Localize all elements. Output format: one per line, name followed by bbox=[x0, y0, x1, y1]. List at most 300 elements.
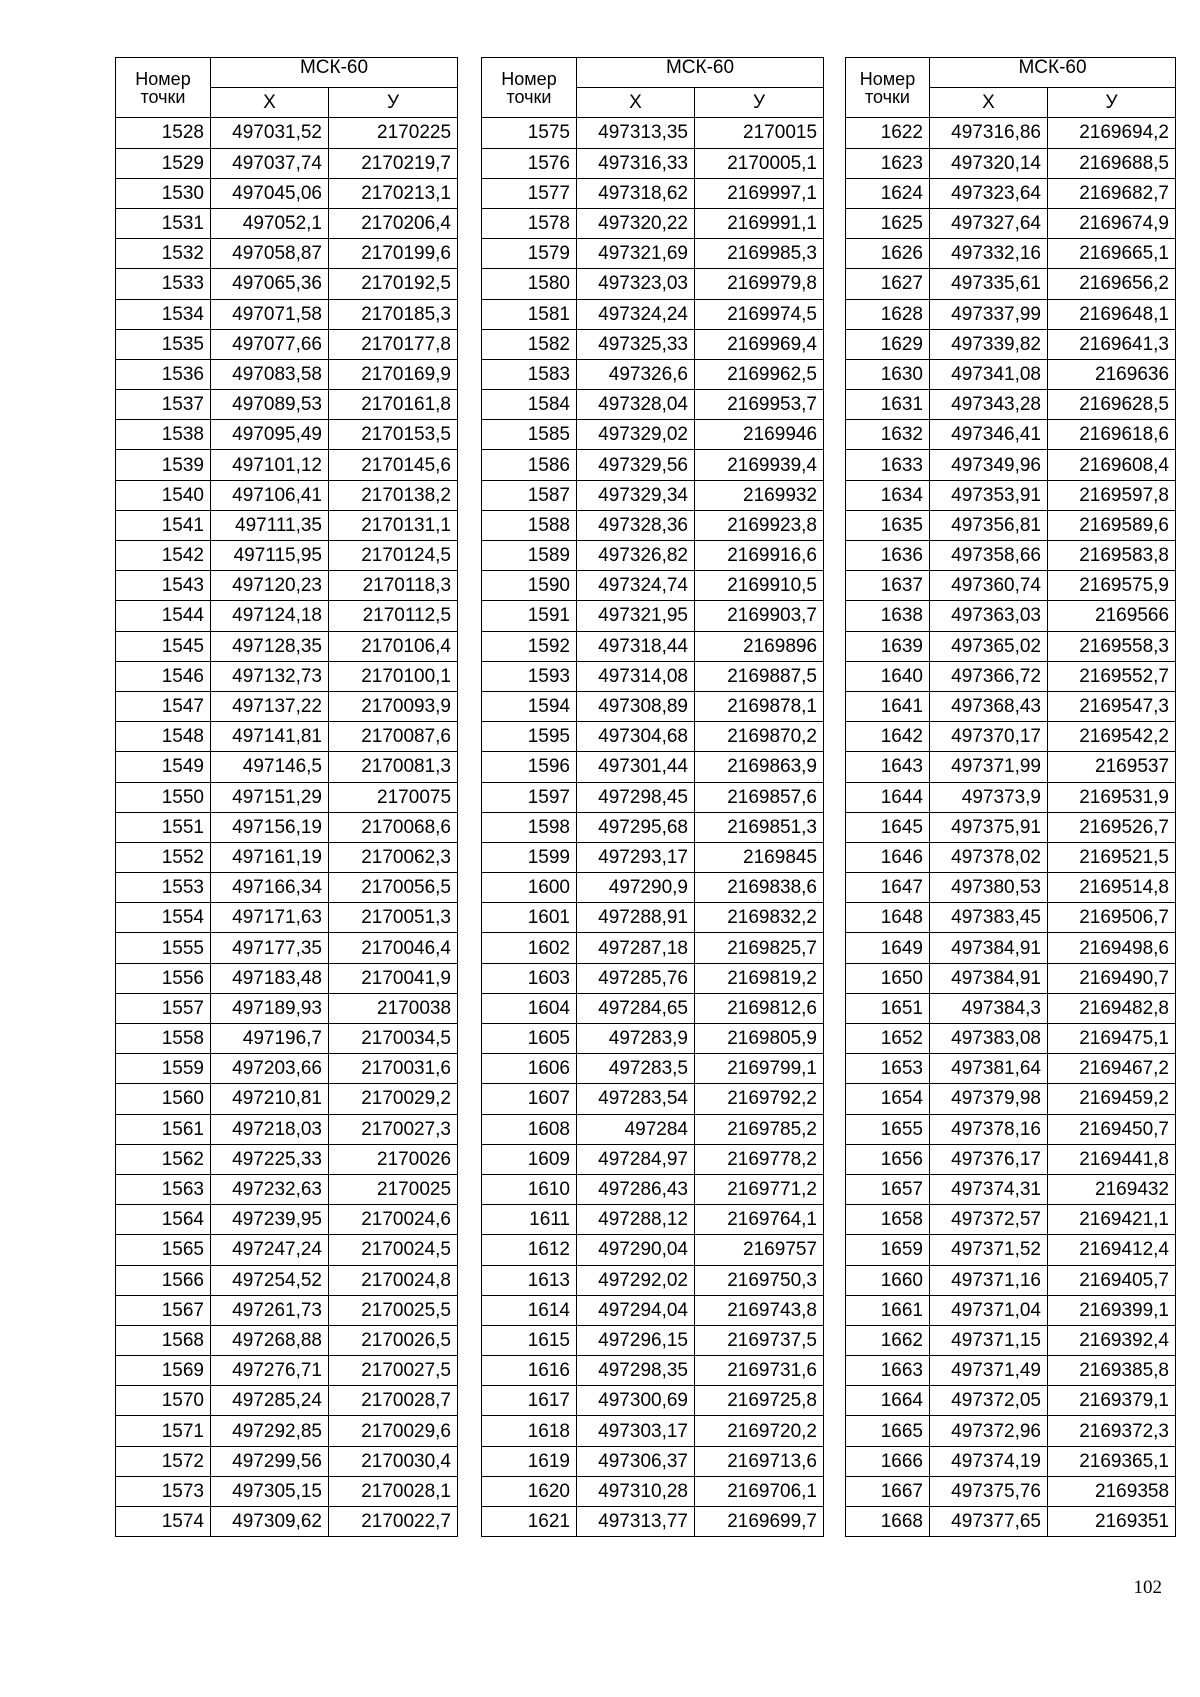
table-row bbox=[116, 541, 458, 571]
table-row bbox=[482, 601, 824, 631]
x-coordinate-cell: 497318,62 bbox=[577, 178, 695, 208]
table-row bbox=[482, 631, 824, 661]
table-row bbox=[482, 1295, 824, 1325]
point-number-cell: 1543 bbox=[116, 571, 211, 601]
table-row bbox=[846, 933, 1176, 963]
point-number-cell: 1575 bbox=[482, 118, 577, 148]
point-number-cell: 1581 bbox=[482, 299, 577, 329]
x-coordinate-cell: 497300,69 bbox=[577, 1386, 695, 1416]
point-number-cell: 1624 bbox=[846, 178, 930, 208]
y-coordinate-cell: 2169764,1 bbox=[695, 1205, 824, 1235]
point-number-cell: 1649 bbox=[846, 933, 930, 963]
y-coordinate-cell: 2169979,8 bbox=[695, 269, 824, 299]
point-number-cell: 1561 bbox=[116, 1114, 211, 1144]
x-coordinate-cell: 497372,05 bbox=[930, 1386, 1048, 1416]
point-number-cell: 1577 bbox=[482, 178, 577, 208]
point-number-cell: 1539 bbox=[116, 450, 211, 480]
x-coordinate-cell: 497298,45 bbox=[577, 782, 695, 812]
y-coordinate-cell: 2170028,7 bbox=[329, 1386, 458, 1416]
y-coordinate-cell: 2170038 bbox=[329, 993, 458, 1023]
table-row bbox=[846, 1507, 1176, 1537]
y-coordinate-cell: 2169608,4 bbox=[1048, 450, 1176, 480]
table-row bbox=[846, 178, 1176, 208]
point-number-cell: 1570 bbox=[116, 1386, 211, 1416]
y-coordinate-cell: 2170138,2 bbox=[329, 480, 458, 510]
table-row bbox=[116, 782, 458, 812]
x-coordinate-cell: 497371,15 bbox=[930, 1325, 1048, 1355]
x-coordinate-cell: 497128,35 bbox=[211, 631, 329, 661]
x-coordinate-cell: 497349,96 bbox=[930, 450, 1048, 480]
table-row bbox=[482, 903, 824, 933]
y-coordinate-cell: 2170206,4 bbox=[329, 208, 458, 238]
y-coordinate-cell: 2169743,8 bbox=[695, 1295, 824, 1325]
table-row bbox=[482, 782, 824, 812]
x-coordinate-cell: 497325,33 bbox=[577, 329, 695, 359]
table-row bbox=[482, 1265, 824, 1295]
table-row bbox=[116, 571, 458, 601]
y-coordinate-cell: 2169997,1 bbox=[695, 178, 824, 208]
y-coordinate-cell: 2169953,7 bbox=[695, 390, 824, 420]
table-row bbox=[482, 510, 824, 540]
x-coordinate-cell: 497363,03 bbox=[930, 601, 1048, 631]
point-number-cell: 1568 bbox=[116, 1325, 211, 1355]
y-coordinate-cell: 2170025 bbox=[329, 1174, 458, 1204]
y-coordinate-cell: 2169385,8 bbox=[1048, 1356, 1176, 1386]
x-coordinate-cell: 497031,52 bbox=[211, 118, 329, 148]
y-coordinate-cell: 2169665,1 bbox=[1048, 239, 1176, 269]
table-row bbox=[846, 1235, 1176, 1265]
y-coordinate-cell: 2169985,3 bbox=[695, 239, 824, 269]
y-coordinate-cell: 2169521,5 bbox=[1048, 842, 1176, 872]
point-number-cell: 1602 bbox=[482, 933, 577, 963]
y-coordinate-cell: 2169819,2 bbox=[695, 963, 824, 993]
x-coordinate-cell: 497321,95 bbox=[577, 601, 695, 631]
x-coordinate-cell: 497383,45 bbox=[930, 903, 1048, 933]
point-number-cell: 1545 bbox=[116, 631, 211, 661]
y-coordinate-cell: 2169482,8 bbox=[1048, 993, 1176, 1023]
point-number-cell: 1551 bbox=[116, 812, 211, 842]
table-row bbox=[116, 269, 458, 299]
table-row bbox=[482, 541, 824, 571]
table-row bbox=[846, 1295, 1176, 1325]
table-row bbox=[482, 1054, 824, 1084]
x-coordinate-cell: 497316,33 bbox=[577, 148, 695, 178]
x-coordinate-cell: 497295,68 bbox=[577, 812, 695, 842]
x-coordinate-cell: 497332,16 bbox=[930, 239, 1048, 269]
x-coordinate-cell: 497320,14 bbox=[930, 148, 1048, 178]
table-row bbox=[846, 1114, 1176, 1144]
table-row bbox=[846, 359, 1176, 389]
y-coordinate-cell: 2170034,5 bbox=[329, 1024, 458, 1054]
table-row bbox=[846, 782, 1176, 812]
point-number-header: Номер точки bbox=[482, 58, 577, 118]
x-coordinate-cell: 497124,18 bbox=[211, 601, 329, 631]
point-number-cell: 1547 bbox=[116, 691, 211, 721]
x-coordinate-cell: 497189,93 bbox=[211, 993, 329, 1023]
y-coordinate-cell: 2170041,9 bbox=[329, 963, 458, 993]
x-coordinate-cell: 497303,17 bbox=[577, 1416, 695, 1446]
table-row bbox=[116, 480, 458, 510]
table-row bbox=[116, 118, 458, 148]
point-number-cell: 1645 bbox=[846, 812, 930, 842]
y-coordinate-cell: 2169399,1 bbox=[1048, 1295, 1176, 1325]
point-number-cell: 1647 bbox=[846, 873, 930, 903]
point-number-cell: 1616 bbox=[482, 1356, 577, 1386]
y-coordinate-cell: 2169903,7 bbox=[695, 601, 824, 631]
point-number-header: Номер точки bbox=[116, 58, 211, 118]
y-coordinate-cell: 2170029,6 bbox=[329, 1416, 458, 1446]
table-row bbox=[116, 873, 458, 903]
x-coordinate-cell: 497132,73 bbox=[211, 661, 329, 691]
table-row bbox=[846, 1386, 1176, 1416]
table-row bbox=[116, 1114, 458, 1144]
table-row bbox=[116, 510, 458, 540]
y-coordinate-cell: 2170161,8 bbox=[329, 390, 458, 420]
y-coordinate-cell: 2169720,2 bbox=[695, 1416, 824, 1446]
y-coordinate-cell: 2169851,3 bbox=[695, 812, 824, 842]
point-number-cell: 1663 bbox=[846, 1356, 930, 1386]
point-number-cell: 1560 bbox=[116, 1084, 211, 1114]
y-coordinate-cell: 2170153,5 bbox=[329, 420, 458, 450]
table-row bbox=[482, 963, 824, 993]
y-coordinate-cell: 2170027,5 bbox=[329, 1356, 458, 1386]
x-coordinate-cell: 497368,43 bbox=[930, 691, 1048, 721]
y-coordinate-cell: 2170087,6 bbox=[329, 722, 458, 752]
x-coordinate-cell: 497316,86 bbox=[930, 118, 1048, 148]
x-coordinate-cell: 497290,04 bbox=[577, 1235, 695, 1265]
x-coordinate-cell: 497210,81 bbox=[211, 1084, 329, 1114]
y-coordinate-cell: 2170062,3 bbox=[329, 842, 458, 872]
point-number-cell: 1588 bbox=[482, 510, 577, 540]
table-row bbox=[482, 993, 824, 1023]
table-row bbox=[482, 329, 824, 359]
point-number-cell: 1648 bbox=[846, 903, 930, 933]
table-row bbox=[846, 299, 1176, 329]
point-number-cell: 1531 bbox=[116, 208, 211, 238]
table-row bbox=[116, 1446, 458, 1476]
x-coordinate-cell: 497218,03 bbox=[211, 1114, 329, 1144]
y-coordinate-cell: 2170192,5 bbox=[329, 269, 458, 299]
y-coordinate-cell: 2169923,8 bbox=[695, 510, 824, 540]
point-number-cell: 1595 bbox=[482, 722, 577, 752]
y-coordinate-cell: 2169694,2 bbox=[1048, 118, 1176, 148]
point-number-cell: 1546 bbox=[116, 661, 211, 691]
y-coordinate-cell: 2169351 bbox=[1048, 1507, 1176, 1537]
point-number-cell: 1540 bbox=[116, 480, 211, 510]
y-coordinate-cell: 2169799,1 bbox=[695, 1054, 824, 1084]
y-coordinate-cell: 2169514,8 bbox=[1048, 873, 1176, 903]
y-coordinate-cell: 2170124,5 bbox=[329, 541, 458, 571]
x-coordinate-cell: 497292,85 bbox=[211, 1416, 329, 1446]
y-coordinate-cell: 2169974,5 bbox=[695, 299, 824, 329]
table-row bbox=[116, 1144, 458, 1174]
table-row bbox=[116, 933, 458, 963]
y-coordinate-cell: 2170015 bbox=[695, 118, 824, 148]
table-row bbox=[116, 1295, 458, 1325]
y-coordinate-cell: 2169537 bbox=[1048, 752, 1176, 782]
point-number-cell: 1550 bbox=[116, 782, 211, 812]
table-row bbox=[116, 299, 458, 329]
y-coordinate-cell: 2170027,3 bbox=[329, 1114, 458, 1144]
x-column-header: Х bbox=[577, 88, 695, 118]
x-coordinate-cell: 497313,77 bbox=[577, 1507, 695, 1537]
table-row bbox=[116, 1386, 458, 1416]
y-coordinate-cell: 2169372,3 bbox=[1048, 1416, 1176, 1446]
y-coordinate-cell: 2170145,6 bbox=[329, 450, 458, 480]
table-row bbox=[482, 299, 824, 329]
point-number-cell: 1634 bbox=[846, 480, 930, 510]
x-coordinate-cell: 497337,99 bbox=[930, 299, 1048, 329]
x-coordinate-cell: 497292,02 bbox=[577, 1265, 695, 1295]
y-coordinate-cell: 2169731,6 bbox=[695, 1356, 824, 1386]
point-number-cell: 1529 bbox=[116, 148, 211, 178]
x-coordinate-cell: 497376,17 bbox=[930, 1144, 1048, 1174]
point-number-cell: 1555 bbox=[116, 933, 211, 963]
x-coordinate-cell: 497052,1 bbox=[211, 208, 329, 238]
point-number-cell: 1536 bbox=[116, 359, 211, 389]
x-coordinate-cell: 497326,6 bbox=[577, 359, 695, 389]
table-row bbox=[116, 359, 458, 389]
table-row bbox=[846, 873, 1176, 903]
point-number-cell: 1637 bbox=[846, 571, 930, 601]
y-coordinate-cell: 2170046,4 bbox=[329, 933, 458, 963]
point-number-cell: 1553 bbox=[116, 873, 211, 903]
table-row bbox=[482, 359, 824, 389]
point-number-cell: 1549 bbox=[116, 752, 211, 782]
point-number-cell: 1631 bbox=[846, 390, 930, 420]
point-number-cell: 1608 bbox=[482, 1114, 577, 1144]
y-coordinate-cell: 2170177,8 bbox=[329, 329, 458, 359]
point-number-cell: 1667 bbox=[846, 1476, 930, 1506]
x-coordinate-cell: 497304,68 bbox=[577, 722, 695, 752]
y-coordinate-cell: 2169618,6 bbox=[1048, 420, 1176, 450]
y-coordinate-cell: 2170213,1 bbox=[329, 178, 458, 208]
x-coordinate-cell: 497323,03 bbox=[577, 269, 695, 299]
x-coordinate-cell: 497146,5 bbox=[211, 752, 329, 782]
y-coordinate-cell: 2170024,5 bbox=[329, 1235, 458, 1265]
point-number-cell: 1618 bbox=[482, 1416, 577, 1446]
table-row bbox=[846, 239, 1176, 269]
table-row bbox=[116, 1416, 458, 1446]
x-coordinate-cell: 497378,16 bbox=[930, 1114, 1048, 1144]
y-coordinate-cell: 2169688,5 bbox=[1048, 148, 1176, 178]
y-coordinate-cell: 2170024,8 bbox=[329, 1265, 458, 1295]
y-coordinate-cell: 2170131,1 bbox=[329, 510, 458, 540]
y-coordinate-cell: 2170219,7 bbox=[329, 148, 458, 178]
table-row bbox=[116, 1205, 458, 1235]
y-coordinate-cell: 2169932 bbox=[695, 480, 824, 510]
y-coordinate-cell: 2170185,3 bbox=[329, 299, 458, 329]
table-row bbox=[482, 1507, 824, 1537]
x-coordinate-cell: 497353,91 bbox=[930, 480, 1048, 510]
x-coordinate-cell: 497324,74 bbox=[577, 571, 695, 601]
table-row bbox=[116, 661, 458, 691]
point-number-cell: 1630 bbox=[846, 359, 930, 389]
point-number-cell: 1574 bbox=[116, 1507, 211, 1537]
y-coordinate-cell: 2169878,1 bbox=[695, 691, 824, 721]
y-coordinate-cell: 2170005,1 bbox=[695, 148, 824, 178]
y-coordinate-cell: 2169778,2 bbox=[695, 1144, 824, 1174]
y-coordinate-cell: 2170056,5 bbox=[329, 873, 458, 903]
x-coordinate-cell: 497296,15 bbox=[577, 1325, 695, 1355]
table-row bbox=[116, 450, 458, 480]
coordinates-table-2 bbox=[481, 57, 824, 1537]
table-row bbox=[482, 1114, 824, 1144]
table-row bbox=[482, 1476, 824, 1506]
y-coordinate-cell: 2169441,8 bbox=[1048, 1144, 1176, 1174]
point-number-cell: 1664 bbox=[846, 1386, 930, 1416]
y-coordinate-cell: 2170169,9 bbox=[329, 359, 458, 389]
x-coordinate-cell: 497381,64 bbox=[930, 1054, 1048, 1084]
x-coordinate-cell: 497366,72 bbox=[930, 661, 1048, 691]
table-row bbox=[482, 1416, 824, 1446]
table-row bbox=[482, 148, 824, 178]
coordinate-system-header: МСК-60 bbox=[577, 58, 824, 88]
y-coordinate-cell: 2170100,1 bbox=[329, 661, 458, 691]
point-number-cell: 1668 bbox=[846, 1507, 930, 1537]
point-number-cell: 1619 bbox=[482, 1446, 577, 1476]
point-number-cell: 1650 bbox=[846, 963, 930, 993]
y-coordinate-cell: 2169583,8 bbox=[1048, 541, 1176, 571]
x-coordinate-cell: 497268,88 bbox=[211, 1325, 329, 1355]
point-number-cell: 1609 bbox=[482, 1144, 577, 1174]
x-coordinate-cell: 497339,82 bbox=[930, 329, 1048, 359]
x-coordinate-cell: 497101,12 bbox=[211, 450, 329, 480]
x-coordinate-cell: 497324,24 bbox=[577, 299, 695, 329]
x-coordinate-cell: 497288,12 bbox=[577, 1205, 695, 1235]
x-coordinate-cell: 497106,41 bbox=[211, 480, 329, 510]
point-number-cell: 1652 bbox=[846, 1024, 930, 1054]
table-row bbox=[846, 118, 1176, 148]
point-number-cell: 1600 bbox=[482, 873, 577, 903]
point-number-cell: 1606 bbox=[482, 1054, 577, 1084]
y-coordinate-cell: 2169498,6 bbox=[1048, 933, 1176, 963]
y-coordinate-cell: 2169421,1 bbox=[1048, 1205, 1176, 1235]
table-row bbox=[846, 1174, 1176, 1204]
x-coordinate-cell: 497254,52 bbox=[211, 1265, 329, 1295]
table-row bbox=[482, 1174, 824, 1204]
y-coordinate-cell: 2170118,3 bbox=[329, 571, 458, 601]
table-row bbox=[116, 1507, 458, 1537]
point-number-cell: 1613 bbox=[482, 1265, 577, 1295]
y-coordinate-cell: 2169547,3 bbox=[1048, 691, 1176, 721]
x-coordinate-cell: 497383,08 bbox=[930, 1024, 1048, 1054]
x-coordinate-cell: 497095,49 bbox=[211, 420, 329, 450]
y-column-header: У bbox=[329, 88, 458, 118]
x-coordinate-cell: 497232,63 bbox=[211, 1174, 329, 1204]
point-number-cell: 1597 bbox=[482, 782, 577, 812]
table-row bbox=[846, 1325, 1176, 1355]
point-number-cell: 1605 bbox=[482, 1024, 577, 1054]
y-coordinate-cell: 2169910,5 bbox=[695, 571, 824, 601]
x-coordinate-cell: 497328,04 bbox=[577, 390, 695, 420]
y-coordinate-cell: 2170022,7 bbox=[329, 1507, 458, 1537]
x-coordinate-cell: 497380,53 bbox=[930, 873, 1048, 903]
y-coordinate-cell: 2169969,4 bbox=[695, 329, 824, 359]
x-coordinate-cell: 497077,66 bbox=[211, 329, 329, 359]
x-coordinate-cell: 497290,9 bbox=[577, 873, 695, 903]
point-number-cell: 1628 bbox=[846, 299, 930, 329]
table-row bbox=[482, 873, 824, 903]
table-row bbox=[116, 1084, 458, 1114]
y-coordinate-cell: 2170225 bbox=[329, 118, 458, 148]
x-coordinate-cell: 497308,89 bbox=[577, 691, 695, 721]
table-row bbox=[482, 118, 824, 148]
table-row bbox=[846, 420, 1176, 450]
table-row bbox=[482, 842, 824, 872]
x-coordinate-cell: 497284 bbox=[577, 1114, 695, 1144]
x-coordinate-cell: 497346,41 bbox=[930, 420, 1048, 450]
x-coordinate-cell: 497037,74 bbox=[211, 148, 329, 178]
point-number-cell: 1598 bbox=[482, 812, 577, 842]
table-row bbox=[846, 1356, 1176, 1386]
point-number-cell: 1660 bbox=[846, 1265, 930, 1295]
table-row bbox=[116, 752, 458, 782]
table-row bbox=[116, 722, 458, 752]
table-row bbox=[482, 239, 824, 269]
x-coordinate-cell: 497306,37 bbox=[577, 1446, 695, 1476]
x-coordinate-cell: 497171,63 bbox=[211, 903, 329, 933]
x-coordinate-cell: 497329,02 bbox=[577, 420, 695, 450]
y-coordinate-cell: 2169656,2 bbox=[1048, 269, 1176, 299]
point-number-cell: 1611 bbox=[482, 1205, 577, 1235]
table-row bbox=[116, 178, 458, 208]
table-row bbox=[116, 148, 458, 178]
y-coordinate-cell: 2169432 bbox=[1048, 1174, 1176, 1204]
x-coordinate-cell: 497294,04 bbox=[577, 1295, 695, 1325]
x-coordinate-cell: 497343,28 bbox=[930, 390, 1048, 420]
table-row bbox=[482, 1356, 824, 1386]
table-row bbox=[846, 510, 1176, 540]
point-number-cell: 1593 bbox=[482, 661, 577, 691]
point-number-cell: 1567 bbox=[116, 1295, 211, 1325]
table-row bbox=[846, 1416, 1176, 1446]
table-row bbox=[116, 329, 458, 359]
x-coordinate-cell: 497284,97 bbox=[577, 1144, 695, 1174]
table-row bbox=[116, 420, 458, 450]
table-row bbox=[116, 903, 458, 933]
x-coordinate-cell: 497326,82 bbox=[577, 541, 695, 571]
point-number-cell: 1552 bbox=[116, 842, 211, 872]
y-coordinate-cell: 2169597,8 bbox=[1048, 480, 1176, 510]
y-coordinate-cell: 2169785,2 bbox=[695, 1114, 824, 1144]
x-coordinate-cell: 497203,66 bbox=[211, 1054, 329, 1084]
x-coordinate-cell: 497358,66 bbox=[930, 541, 1048, 571]
point-number-cell: 1665 bbox=[846, 1416, 930, 1446]
table-row bbox=[846, 571, 1176, 601]
point-number-cell: 1534 bbox=[116, 299, 211, 329]
point-number-cell: 1635 bbox=[846, 510, 930, 540]
x-coordinate-cell: 497370,17 bbox=[930, 722, 1048, 752]
y-coordinate-cell: 2169392,4 bbox=[1048, 1325, 1176, 1355]
x-coordinate-cell: 497161,19 bbox=[211, 842, 329, 872]
y-coordinate-cell: 2169490,7 bbox=[1048, 963, 1176, 993]
x-coordinate-cell: 497166,34 bbox=[211, 873, 329, 903]
x-coordinate-cell: 497360,74 bbox=[930, 571, 1048, 601]
table-row bbox=[846, 903, 1176, 933]
x-coordinate-cell: 497328,36 bbox=[577, 510, 695, 540]
point-number-cell: 1557 bbox=[116, 993, 211, 1023]
y-coordinate-cell: 2170075 bbox=[329, 782, 458, 812]
table-row bbox=[482, 571, 824, 601]
table-row bbox=[846, 541, 1176, 571]
x-coordinate-cell: 497375,76 bbox=[930, 1476, 1048, 1506]
table-row bbox=[846, 842, 1176, 872]
point-number-cell: 1556 bbox=[116, 963, 211, 993]
x-coordinate-cell: 497384,91 bbox=[930, 933, 1048, 963]
y-coordinate-cell: 2169674,9 bbox=[1048, 208, 1176, 238]
y-coordinate-cell: 2170026,5 bbox=[329, 1325, 458, 1355]
